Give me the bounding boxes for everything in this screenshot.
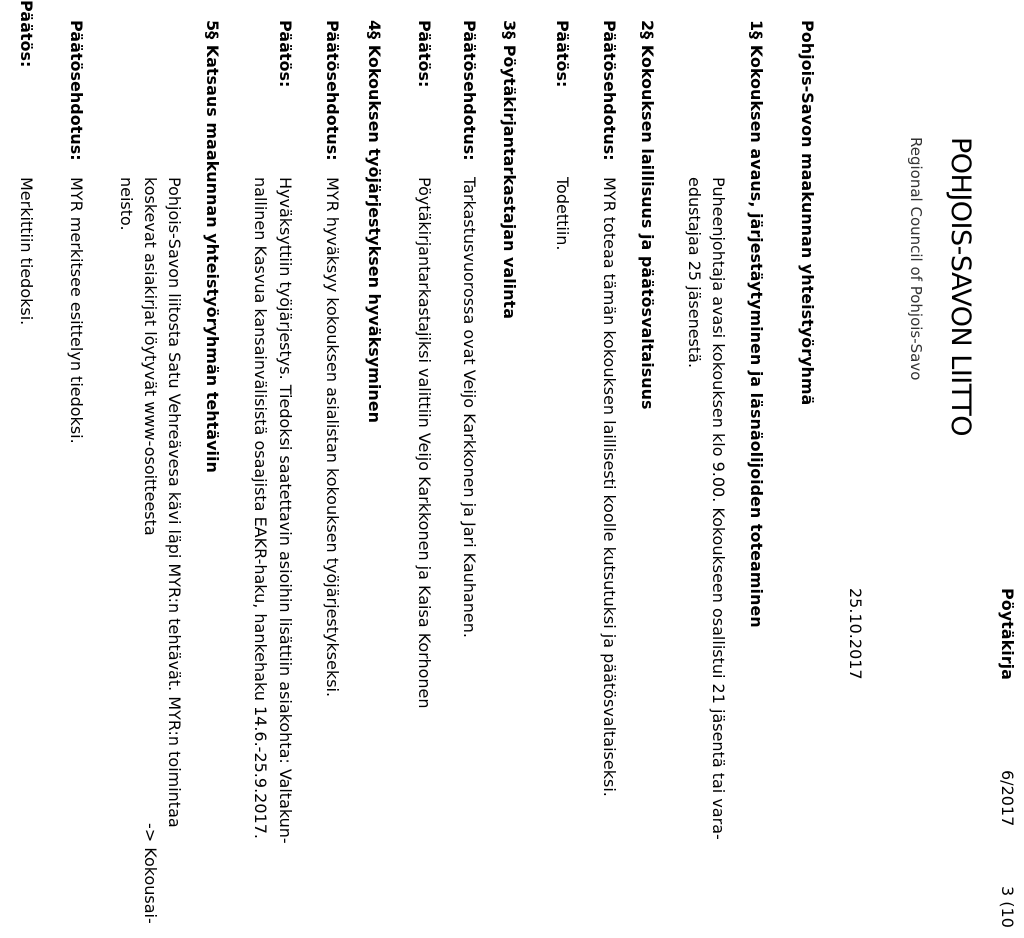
section-text-line: Puheenjohtaja avasi kokouksen klo 9.00. Kokoukseen osallistui 21 jäsentä tai vara-: [709, 177, 728, 840]
decision-label: Päätös:: [415, 20, 434, 88]
section-title: 5§ Katsaus maakunnan yhteistyöryhmän tehtäviin: [203, 20, 222, 473]
decision-text-line: nallinen Kasvua kansainvälisistä osaajista EAKR-haku, hankehaku 14.6.-25.9.2017.: [251, 177, 270, 839]
decision-text: Pöytäkirjantarkastajiksi valittiin Veijo Karkkonen ja Kaisa Korhonen: [415, 177, 434, 709]
proposal-text: MYR merkitsee esittelyn tiedoksi.: [67, 177, 86, 444]
section-text-line: Pohjois-Savon liitosta Satu Vehreävesa kävi läpi MYR:n tehtävät. MYR:n toimintaa: [165, 177, 184, 828]
proposal-label: Päätösehdotus:: [600, 20, 619, 161]
organization-subtitle: Regional Council of Pohjois-Savo: [907, 137, 925, 381]
decision-text-line: Hyväksyttiin työjärjestys. Tiedoksi saatettavin asioihin lisättiin asiakohta: Valtakun-: [276, 177, 295, 844]
document-date: 25.10.2017: [846, 588, 865, 680]
decision-label: Päätös:: [276, 20, 295, 88]
proposal-text: MYR toteaa tämän kokouksen laillisesti koolle kutsutuksi ja päätösvaltaiseksi.: [600, 177, 619, 797]
decision-label: Päätös:: [17, 0, 36, 68]
group-title: Pohjois-Savon maakunnan yhteistyöryhmä: [798, 20, 817, 406]
proposal-label: Päätösehdotus:: [323, 20, 342, 161]
document-number: 6/2017: [998, 770, 1017, 827]
section-text-line: koskevat asiakirjat löytyvät www-osoitteesta: [141, 177, 160, 536]
page-number: 3 (10: [998, 886, 1017, 928]
decision-text: Todettiin.: [553, 177, 572, 251]
decision-label: Päätös:: [553, 20, 572, 88]
section-title: 3§ Pöytäkirjantarkastajan valinta: [500, 20, 519, 319]
section-title: 4§ Kokouksen työjärjestyksen hyväksyminen: [365, 20, 384, 423]
section-title: 1§ Kokouksen avaus, järjestäytyminen ja läsnäolijoiden toteaminen: [747, 20, 766, 628]
decision-text: Merkittiin tiedoksi.: [17, 177, 36, 326]
proposal-label: Päätösehdotus:: [460, 20, 479, 161]
section-text-line: neisto.: [117, 177, 136, 231]
section-title: 2§ Kokouksen laillisuus ja päätösvaltaisuus: [638, 20, 657, 410]
section-text-line: edustajaa 25 jäsenestä.: [685, 177, 704, 369]
organization-name: POHJOIS-SAVON LIITTO: [945, 137, 976, 437]
proposal-text: MYR hyväksyy kokouksen asialistan kokouksen työjärjestykseksi.: [323, 177, 342, 698]
proposal-text: Tarkastusvuorossa ovat Veijo Karkkonen ja Jari Kauhanen.: [460, 177, 479, 638]
document-type: Pöytäkirja: [998, 588, 1017, 680]
link-tail: -> Kokousai-: [141, 823, 160, 924]
proposal-label: Päätösehdotus:: [67, 20, 86, 161]
